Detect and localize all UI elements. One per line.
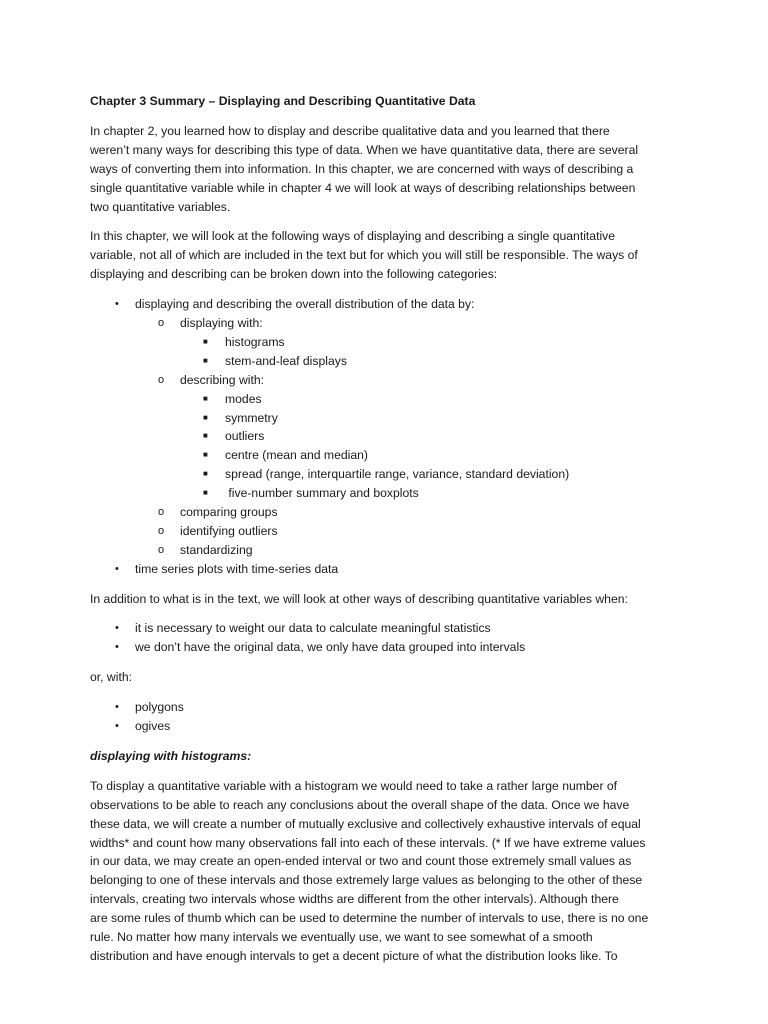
or-with-paragraph xyxy=(90,668,690,687)
list-item-text: histograms xyxy=(225,334,285,349)
document-title: Chapter 3 Summary – Displaying and Describing Quantitative Data xyxy=(90,94,476,108)
bullet-icon: • xyxy=(115,622,119,635)
text-line: these data, we will create a number of mutually exclusive and collectively exhaustive intervals of equal xyxy=(90,816,641,831)
text-line: observations to be able to reach any conclusions about the overall shape of the data. Once we have xyxy=(90,797,630,812)
square-bullet-icon: ■ xyxy=(203,450,208,460)
document-page xyxy=(90,92,690,977)
list-item xyxy=(90,560,690,579)
list-item-text: standardizing xyxy=(180,542,253,557)
list-item-text: comparing groups xyxy=(180,504,278,519)
list-item-text: symmetry xyxy=(225,410,278,425)
section-heading: displaying with histograms: xyxy=(90,748,252,763)
list-item-text: outliers xyxy=(225,429,265,444)
circle-bullet-icon: o xyxy=(158,524,165,537)
text-line: In this chapter, we will look at the following ways of displaying and describing a single quantitative xyxy=(90,229,616,244)
bullet-icon: • xyxy=(115,701,119,714)
text-line: or, with: xyxy=(90,670,132,685)
square-bullet-icon: ■ xyxy=(203,412,208,422)
list-item xyxy=(90,409,690,428)
circle-bullet-icon: o xyxy=(158,543,165,556)
bullet-icon: • xyxy=(115,562,119,575)
text-line: in our data, we may create an open-ended interval or two and count those extremely small values as xyxy=(90,854,632,869)
square-bullet-icon: ■ xyxy=(203,393,208,403)
list-item xyxy=(90,541,690,560)
text-line: single quantitative variable while in chapter 4 we will look at ways of describing relationships between xyxy=(90,180,636,195)
when-list xyxy=(90,619,690,657)
list-item xyxy=(90,390,690,409)
text-line: ways of converting them into information. In this chapter, we are concerned with ways of describing a xyxy=(90,161,634,176)
square-bullet-icon: ■ xyxy=(203,488,208,498)
list-item xyxy=(90,698,690,717)
intro-paragraph xyxy=(90,122,690,217)
additional-ways-paragraph xyxy=(90,590,690,609)
bullet-icon: • xyxy=(115,641,119,654)
list-item xyxy=(90,503,690,522)
text-line: distribution and have enough intervals to get a decent picture of what the distribution looks like. To xyxy=(90,948,618,963)
list-item xyxy=(90,333,690,352)
list-item xyxy=(90,638,690,657)
list-item-text: displaying with: xyxy=(180,316,263,331)
text-line: widths* and count how many observations fall into each of these intervals. (* If we have extreme values xyxy=(90,835,646,850)
list-item-text: ogives xyxy=(135,719,171,733)
list-item xyxy=(90,427,690,446)
bullet-icon: • xyxy=(115,720,119,732)
list-item xyxy=(90,371,690,390)
list-item-text: displaying and describing the overall distribution of the data by: xyxy=(135,297,475,312)
text-line: In addition to what is in the text, we will look at other ways of describing quantitative variables when: xyxy=(90,591,628,606)
text-line: are some rules of thumb which can be used to determine the number of intervals to use, there is no one xyxy=(90,911,649,926)
list-item-text: we don’t have the original data, we only have data grouped into intervals xyxy=(135,640,526,655)
square-bullet-icon: ■ xyxy=(203,355,208,365)
list-item-text: identifying outliers xyxy=(180,523,278,538)
text-line: variable, not all of which are included in the text but for which you will still be responsible. The ways of xyxy=(90,248,638,263)
square-bullet-icon: ■ xyxy=(203,469,208,479)
text-line: In chapter 2, you learned how to display and describe qualitative data and you learned that there xyxy=(90,123,610,138)
list-item-text: modes xyxy=(225,391,262,406)
list-item-text: five-number summary and boxplots xyxy=(225,486,419,501)
list-item xyxy=(90,619,690,638)
circle-bullet-icon: o xyxy=(158,505,165,518)
list-item-text: time series plots with time-series data xyxy=(135,561,339,576)
list-item-text: describing with: xyxy=(180,372,264,387)
list-item-text: spread (range, interquartile range, variance, standard deviation) xyxy=(225,467,570,482)
list-item xyxy=(90,522,690,541)
text-line: belonging to one of these intervals and those extremely large values as belonging to the other of these xyxy=(90,873,643,888)
circle-bullet-icon: o xyxy=(158,373,165,386)
list-item xyxy=(90,717,690,736)
list-item xyxy=(90,295,690,314)
list-item xyxy=(90,465,690,484)
list-item-text: centre (mean and median) xyxy=(225,448,368,463)
categories-paragraph xyxy=(90,227,690,284)
square-bullet-icon: ■ xyxy=(203,431,208,441)
text-line: weren’t many ways for describing this type of data. When we have quantitative data, there are several xyxy=(90,142,639,157)
bullet-icon: • xyxy=(115,298,119,311)
outline-list xyxy=(90,295,690,578)
list-item xyxy=(90,352,690,371)
list-item-text: it is necessary to weight our data to calculate meaningful statistics xyxy=(135,621,491,636)
text-line: To display a quantitative variable with a histogram we would need to take a rather large number of xyxy=(90,778,618,793)
circle-bullet-icon: o xyxy=(158,317,165,330)
with-list xyxy=(90,698,690,736)
text-line: two quantitative variables. xyxy=(90,199,231,214)
histogram-paragraph xyxy=(90,777,690,966)
list-item-text: stem-and-leaf displays xyxy=(225,353,347,368)
square-bullet-icon: ■ xyxy=(203,336,208,346)
list-item xyxy=(90,446,690,465)
list-item xyxy=(90,484,690,503)
text-line: intervals, creating two intervals whose widths are different from the other intervals). Although there xyxy=(90,892,619,907)
list-item xyxy=(90,314,690,333)
list-item-text: polygons xyxy=(135,700,184,715)
text-line: rule. No matter how many intervals we eventually use, we want to see somewhat of a smooth xyxy=(90,930,593,945)
text-line: displaying and describing can be broken down into the following categories: xyxy=(90,267,498,282)
